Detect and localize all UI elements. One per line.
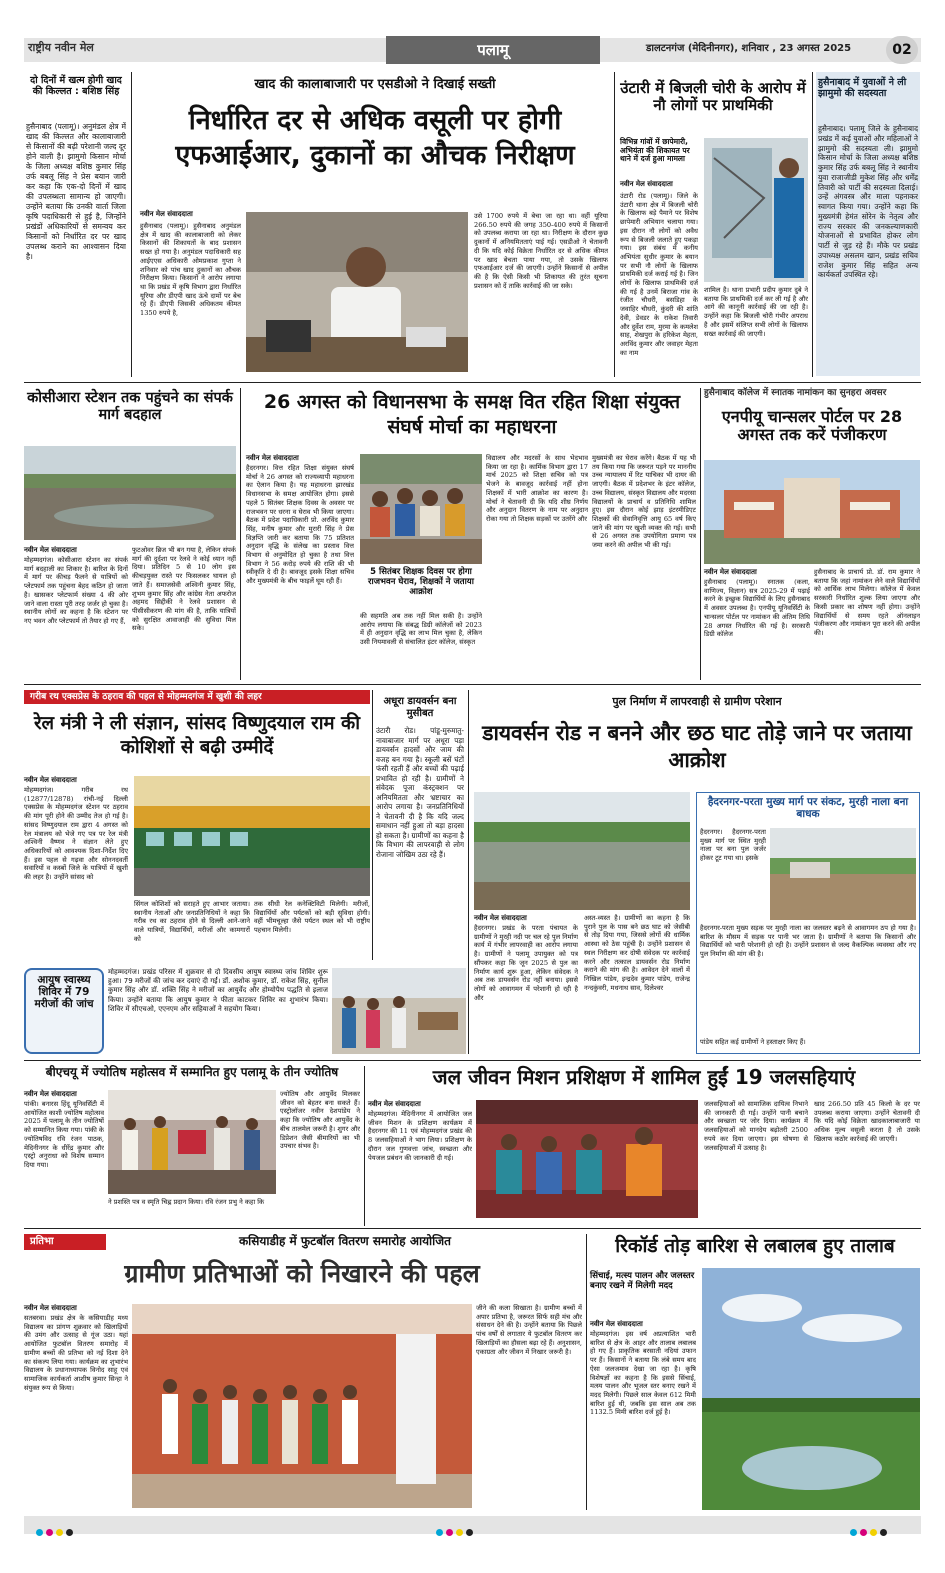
water-body-3: खाद 266.50 प्रति 45 किलो के दर पर उपलब्ध कराया जाएगा। उन्होंने चेतावनी दी कि यदि कोई विक्रेता खादकालाबाजारी या अधिक मूल्य वसूली करता है तो उसके खिलाफ कठोर कार्रवाई की जाएगी।	[814, 1100, 920, 1143]
left-col-divider	[131, 72, 132, 377]
kosi-body-2: फुटओवर ब्रिज भी बन गया है, लेकिन संपर्क मार्ग की दुर्दशा पर रेलवे ने कोई ध्यान नहीं दिया। प्रतिदिन 5 से 10 लोग इस कीचड़युक्त रास्ते पर फिसलकर घायल हो जाते हैं। समाजसेवी अश्विनी कुमार सिंह, शुभम कुमार सिंह और कांग्रेस नेता अफरोज अहमद सिद्दीकी ने रेलवे प्रशासन से पीसीसीकरण की मांग की है, ताकि यात्रियों को सुरक्षित आवाजाही की सुविधा मिल सके।	[132, 546, 236, 633]
kosi-photo	[24, 446, 236, 540]
edu-divider	[700, 388, 701, 680]
div-body: उंटारी रोड। पांडू-मुरुमातु-नावाबाजार मार्ग पर अधूरा पड़ा डायवर्सन हादसों और जाम की वजह बन गया है। स्कूली बसें घंटों फंसी रहती हैं और बच्चों की पढ़ाई प्रभावित हो रही है। ग्रामीणों ने संवेदक पूजा कंस्ट्रक्शन पर अनियमितता और भ्रष्टाचार का आरोप लगाया है। जनप्रतिनिधियों ने चेतावनी दी है कि यदि जल्द समाधान नहीं हुआ तो बड़ा हादसा हो सकता है। ग्रामीणों का कहना है कि विभाग की लापरवाही से लोग रोजाना जोखिम उठा रहे हैं।	[376, 726, 464, 859]
theft-body-1: उंटारी रोड (पलामू)। जिले के उंटारी थाना क्षेत्र में बिजली चोरी के खिलाफ बड़े पैमाने पर विशेष छापेमारी अभियान चलाया गया। इस दौरान नौ लोगों को अवैध रूप से बिजली जलाते हुए पकड़ा गया। इस संबंध में कनीय अभियंता सुधीर कुमार के बयान पर सभी नौ लोगों के खिलाफ प्राथमिकी दर्ज कराई गई है। जिन लोगों के खिलाफ प्राथमिकी दर्ज की गई है उनमें बिराजा गांव के रंजीत चौधरी, बसडिहा के जवाहिर चौधरी, कुंदरी की शांति देवी, डेवडर के राकेश तिवारी और दुर्वेश राम, मुरमा के कमलेश साह, शेखपुरा के हरिकेश मेहता, अरविंद कुमार और जवाहर मेहता का नाम	[620, 192, 698, 357]
bridge-box-title: हैदरनगर-परता मुख्य मार्ग पर संकट, मुरही नाला बना बाधक	[707, 796, 909, 821]
kosi-headline: कोसीआरा स्टेशन तक पहुंचने का संपर्क मार्ग बदहाल	[27, 390, 233, 423]
camp-body: मोहम्मदगंज। प्रखंड परिसर में शुक्रवार से दो दिवसीय आयुष स्वास्थ्य जांच शिविर शुरू हुआ। 79 मरीजों की जांच कर दवाएं दी गईं। डॉ. अशोक कुमार, डॉ. राकेश सिंह, सुनील कुमार सिंह और डॉ. शक्ति सिंह ने मरीजों का आयुर्वेद और होम्योपैथ पद्धति से इलाज किया। उन्होंने बताया कि आयुष कुमार ने फीता काटकर शिविर का शुभारंभ किया। शिविर में सीएचओ, एएनएम और सहियाओं ने सहयोग किया।	[108, 968, 328, 1013]
sports-kicker: कसियाडीह में फुटबॉल वितरण समारोह आयोजित	[238, 1234, 452, 1248]
water-headline: जल जीवन मिशन प्रशिक्षण में शामिल हुईं 19 जलसहियाएं	[432, 1065, 856, 1089]
rain-photo	[702, 1268, 920, 1510]
rail-divider	[372, 690, 373, 960]
bridge-body-2: अस्त-व्यस्त है। ग्रामीणों का कहना है कि पुराने पुल के पास बने छठ घाट को जेसीबी से तोड़ दिया गया, जिससे लोगों की धार्मिक आस्था को ठेस पहुंची है। उन्होंने प्रशासन से स्थल निरीक्षण कर दोषी संवेदक पर कार्रवाई करने और तत्काल डायवर्सन रोड निर्माण कराने की मांग की है। आवेदन देने वालों में निखिल पांडेय, इन्द्रदेव कुमार पांडेय, राजेन्द्र नन्दकुंवरी, मधनाथ साव, दिलेश्वर	[584, 914, 690, 992]
footer-color-marks-left	[36, 1521, 116, 1529]
bridge-body-1: हैदरनगर। प्रखंड के परता पंचायत के ग्रामीणों ने मुरही नदी पर चल रहे पुल निर्माण कार्य में गंभीर लापरवाही का आरोप लगाया है। ग्रामीणों ने पलामू उपायुक्त को पत्र सौंपकर कहा कि जून 2025 से पुल का निर्माण कार्य शुरू हुआ, लेकिन संवेदक ने अब तक डायवर्सन रोड नहीं बनाया। इससे लोगों को आवागमन में परेशानी हो रही है और	[474, 924, 578, 1002]
rail-photo	[134, 776, 370, 896]
left-headline: दो दिनों में खत्म होगी खाद की किल्लत : बशिष्ठ सिंह	[30, 75, 122, 97]
theft-headline: उंटारी में बिजली चोरी के आरोप में नौ लोगों पर प्राथमिकी	[620, 79, 806, 115]
rain-headline: रिकॉर्ड तोड़ बारिश से लबालब हुए तालाब	[615, 1235, 895, 1257]
sports-tag: प्रतिभा	[24, 1234, 106, 1250]
row1-rule	[24, 382, 921, 383]
lead-kicker: खाद की कालाबाजारी पर एसडीओ ने दिखाई सख्ती	[254, 77, 496, 92]
row2-rule	[24, 684, 921, 685]
kosi-body-1: मोहम्मदगंज। कोसीआरा स्टेशन का संपर्क मार्ग बदहाली का शिकार है। बारिश के दिनों में मार्ग पर कीचड़ फैलने से यात्रियों को प्लेटफार्म तक पहुंचना बेहद कठिन हो जाता है। खासकर प्लेटफार्म संख्या 4 की ओर जाने वाला रास्ता पूरी तरह जर्जर हो चुका है। स्थानीय लोगों का कहना है कि स्टेशन पर नए भवन और प्लेटफार्म तो तैयार हो गए हैं,	[24, 556, 128, 625]
rain-sub: सिंचाई, मत्स्य पालन और जलस्तर बनाए रखने में मिलेगी मदद	[590, 1271, 695, 1291]
jmm-headline: हुसैनाबाद में युवाओं ने ली झामुमो की सदस्यता	[818, 77, 907, 99]
theft-byline: नवीन मेल संवाददाता	[620, 180, 673, 188]
rail-body-1: मोहम्मदगंज। गरीब रथ (12877/12878) रांची-नई दिल्ली एक्सप्रेस के मोहम्मदगंज स्टेशन पर ठहराव की मांग पूरी होने की उम्मीद तेज हो गई है। सांसद विष्णुदयाल राम द्वारा 4 अगस्त को रेल मंत्रालय को भेजे गए पत्र पर रेल मंत्री अश्विनी वैष्णव ने संज्ञान लेते हुए अधिकारियों को आवश्यक दिशा-निर्देश दिए हैं। इस पहल से गढ़वा और सोननदवर्ती सवारियों व कस्बों जिले के यात्रियों में खुशी की लहर है। उन्होंने सांसद को	[24, 786, 128, 882]
edu-body-4: मुख्यमंत्री का घेराव करेंगे। बैठक में यह भी तय किया गया कि जरूरत पड़ने पर माननीय उच्च न्यायालय में रिट याचिका भी दायर की जाएगी। बैठक में प्रदेशभर के इंटर कॉलेज, उच्च विद्यालय, संस्कृत विद्यालय और मदरसा विद्यालयों के प्राचार्य व प्रतिनिधि शामिल हुए। इस दौरान कोई झाड़ इंटरमीडिएट शिक्षकों की सेवानिवृत्ति आयु 65 वर्ष किए जाने की मांग पर खुशी व्यक्त की गई। सभी से 26 अगस्त तक उपयोगिता प्रमाण पत्र जमा करने की अपील भी की गई।	[592, 454, 696, 550]
astro-caption: ने प्रशस्ति पत्र व स्मृति चिह्न प्रदान किया। रवि रंजन प्रभु ने कहा कि	[108, 1198, 265, 1206]
astro-headline: बीएचयू में ज्योतिष महोत्सव में सम्मानित हुए पलामू के तीन ज्योतिष	[45, 1065, 339, 1079]
footer-color-marks-right	[850, 1521, 930, 1529]
sports-photo	[132, 1304, 472, 1508]
water-photo	[476, 1100, 698, 1218]
div-divider	[468, 690, 469, 1054]
sports-headline: ग्रामीण प्रतिभाओं को निखारने की पहल	[124, 1259, 480, 1288]
lead-divider	[614, 72, 615, 377]
water-body-1: मोहम्मदगंज। मेदिनीनगर में आयोजित जल जीवन मिशन के प्रशिक्षण कार्यक्रम में हैदरनगर की 11 एवं मोहम्मदगंज प्रखंड की 8 जलसहियाओं ने भाग लिया। प्रशिक्षण के दौरान जल गुणवत्ता जांच, स्वच्छता और पेयजल प्रबंधन की जानकारी दी गई।	[368, 1110, 472, 1162]
sports-body-1: सतबरवा। प्रखंड क्षेत्र के कसियाडीह मध्य विद्यालय का प्रांगण शुक्रवार को खिलाड़ियों की उमंग और उत्साह से गूंज उठा। यहां आयोजित फुटबॉल वितरण समारोह में ग्रामीण बच्चों की प्रतिभा को नई दिशा देने का संकल्प लिया गया। कार्यक्रम का शुभारंभ विद्यालय के प्रधानाध्यापक विनोद साहू एवं सामाजिक कार्यकर्ता आशीष कुमार सिन्हा ने संयुक्त रूप से किया।	[24, 1314, 128, 1392]
npu-body-1: हुसैनाबाद (पलामू)। स्नातक (कला, वाणिज्य, विज्ञान) सत्र 2025-29 में पढ़ाई करने के इच्छुक विद्यार्थियों के लिए हुसैनाबाद में अवसर उपलब्ध है। एनपीयू यूनिवर्सिटी के चान्सलर पोर्टल पर नामांकन की अंतिम तिथि 28 अगस्त निर्धारित की गई है। सरकारी डिग्री कॉलेज	[704, 578, 810, 639]
rail-byline: नवीन मेल संवाददाता	[24, 776, 77, 784]
lead-body-2: उसे 1700 रुपये में बेचा जा रहा था। वहीं यूरिया 266.50 रुपये की जगह 350-400 रुपये में किसानों को उपलब्ध कराया जा रहा था। निरीक्षण के दौरान कुछ दुकानों में अनियमितताएं पाई गई। एसडीओ ने चेतावनी दी कि यदि कोई विक्रेता निर्धारित दर से अधिक कीमत पर खाद बेचता पाया गया, तो उसके खिलाफ एफआईआर दर्ज की जाएगी। उन्होंने किसानों से अपील की है कि ऐसी किसी भी शिकायत की तुरंत सूचना प्रशासन को दें ताकि कार्रवाई की जा सके।	[474, 212, 608, 290]
astro-body-1: पांकी। बनारस हिंदू यूनिवर्सिटी में आयोजित काशी ज्योतिष महोत्सव 2025 में पलामू के तीन ज्योतिषों को सम्मानित किया गया। पांकी के ज्योतिषविद रवि रंजन पाठक, मेदिनीनगर के धीरेंद्र कुमार और एस्ट्रो अनुराधा को विशेष सम्मान दिया गया।	[24, 1100, 104, 1169]
rain-body: मोहम्मदगंज। इस वर्ष अप्रत्याशित भारी बारिश से क्षेत्र के आहर और तालाब लबालब हो गए हैं। प्राकृतिक बरसाती नदियां उफान पर हैं। किसानों ने बताया कि लंबे समय बाद ऐसा जलजमाव देखा जा रहा है। कृषि विशेषज्ञों का कहना है कि इससे सिंचाई, मत्स्य पालन और भूजल स्तर बनाए रखने में मदद मिलेगी। पिछले साल केवल 612 मिमी बारिश हुई थी, जबकि इस साल अब तक 1132.5 मिमी बारिश दर्ज हुई है।	[590, 1330, 696, 1417]
lead-body-1: हुसैनाबाद (पलामू)। हुसैनाबाद अनुमंडल क्षेत्र में खाद की कालाबाजारी को लेकर किसानों की शिकायतों के बाद प्रशासन सख्त हो गया है। अनुमंडल पदाधिकारी सह आईएएस अधिकारी ओमप्रकाश गुप्ता ने शनिवार को पांच खाद दुकानों का औचक निरीक्षण किया। किसानों ने आरोप लगाया था कि प्रखंड में कृषि विभाग द्वारा निर्धारित यूरिया और डीएपी खाद ऊंचे दामों पर बेच रहे हैं। डीएपी जिसकी अधिकतम कीमत 1350 रुपये है,	[140, 222, 241, 318]
rail-body-2: सिंगल कोशिशों को सराहते हुए आभार जताया। स्थानीय नेताओं और जनप्रतिनिधियों ने कहा कि गरीब रथ का ठहराव होने से दिल्ली आने-जाने वाले यात्रियों, विद्यार्थियों, मरीजों और कामगारों को	[134, 900, 250, 943]
brand-name: राष्ट्रीय नवीन मेल	[28, 41, 94, 54]
bridge-box-photo	[770, 828, 916, 920]
row3-rule	[24, 1060, 921, 1061]
rail-redbar: गरीब रथ एक्सप्रेस के ठहराव की पहल से मोहम्मदगंज में खुशी की लहर	[24, 690, 370, 704]
npu-headline: एनपीयू चान्सलर पोर्टल पर 28 अगस्त तक करें पंजीकरण	[721, 407, 903, 445]
section-label: पलामू	[386, 36, 600, 64]
rain-byline: नवीन मेल संवाददाता	[590, 1320, 643, 1328]
theft-sub: विभिन्न गांवों में छापेमारी, अभियंता की शिकायत पर थाने में दर्ज हुआ मामला	[620, 137, 690, 164]
sports-body-2: जीने की कला सिखाता है। ग्रामीण बच्चों में अपार प्रतिभा है, जरूरत सिर्फ सही मंच और संसाधन देने की है। उन्होंने बताया कि पिछले पांच वर्षों से लगातार ये फुटबॉल वितरण कर खिलाड़ियों का हौसला बढ़ा रहे हैं। अनुशासन, एकाग्रता और जीवन में निखार जरूरी है।	[476, 1304, 582, 1356]
lead-byline: नवीन मेल संवाददाता	[140, 210, 193, 218]
edu-photo	[360, 454, 482, 564]
npu-byline: नवीन मेल संवाददाता	[704, 568, 757, 576]
rail-headline: रेल मंत्री ने ली संज्ञान, सांसद विष्णुदयाल राम की कोशिशों से बढ़ी उम्मीदें	[33, 713, 361, 759]
edu-byline: नवीन मेल संवाददाता	[246, 454, 299, 462]
edu-body-2: की सहमति अब तक नहीं मिल सकी है। उन्होंने आरोप लगाया कि संबद्ध डिग्री कॉलेजों को 2023 में ही अनुदान वृद्धि का लाभ मिल चुका है, लेकिन उसी नियमावली से संचालित इंटर कॉलेज, संस्कृत	[360, 612, 482, 647]
npu-photo	[704, 460, 920, 564]
npu-body-2: हुसैनाबाद के प्राचार्य प्रो. डॉ. राम कुमार ने बताया कि जहां नामांकन लेने वाले विद्यार्थियों को आर्थिक लाभ मिलेगा। कॉलेज में केवल सरकारी निर्धारित शुल्क लिया जाएगा और किसी प्रकार का शोषण नहीं होगा। उन्होंने विद्यार्थियों से समय रहते ऑनलाइन पंजीकरण और नामांकन पूरा करने की अपील की।	[814, 568, 920, 637]
astro-body-2: ज्योतिष और आयुर्वेद मिलकर जीवन को बेहतर बना सकते हैं। एस्ट्रोलॉजर नवीन देशपांडेय ने कहा कि ज्योतिष और आयुर्वेद के बीच तालमेल जरूरी है। शुगर और डिप्रेशन जैसी बीमारियों का भी उपचार संभव है।	[280, 1090, 360, 1151]
lead-photo	[246, 212, 468, 372]
bridge-kicker: पुल निर्माण में लापरवाही से ग्रामीण परेशान	[612, 695, 782, 708]
bridge-box-body-2: हैदरनगर-परता मुख्य सड़क पर मुरही नाला का जलस्तर बढ़ने से आवागमन ठप हो गया है। बारिश के मौसम में सड़क पर पानी भर जाता है। ग्रामीणों ने बताया कि किसानों और विद्यार्थियों को भारी परेशानी हो रही है। उन्होंने प्रशासन से जल्द वैकल्पिक व्यवस्था और नए पुल निर्माण की मांग की है।	[700, 924, 916, 959]
sports-divider	[586, 1234, 587, 1510]
dateline: डालटनगंज (मेदिनीनगर), शनिवार , 23 अगस्त 2025	[646, 43, 852, 54]
npu-kicker: हुसैनाबाद कॉलेज में स्नातक नामांकन का सुनहरा अवसर	[704, 388, 887, 398]
astro-byline: नवीन मेल संवाददाता	[24, 1090, 77, 1098]
rail-body-3: तक सीधी रेल कनेक्टिविटी मिलेगी। मरीजों, विद्यार्थियों और पर्यटकों को बड़ी सुविधा होगी। वहीं भीमचूल्हा जैसे पर्यटन स्थल को भी राष्ट्रीय पहचान मिलेगी।	[254, 900, 370, 935]
lead-headline: निर्धारित दर से अधिक वसूली पर होगी एफआईआर, दुकानों का औचक निरीक्षण	[175, 105, 575, 171]
theft-body-2: शामिल है। थाना प्रभारी प्रदीप कुमार दुबे ने बताया कि प्राथमिकी दर्ज कर ली गई है और आगे की कानूनी कार्रवाई की जा रही है। उन्होंने कहा कि बिजली चोरी गंभीर अपराध है और इसमें संलिप्त सभी लोगों के खिलाफ सख्त कार्रवाई की जाएगी।	[704, 286, 808, 338]
theft-photo	[704, 138, 808, 282]
water-byline: नवीन मेल संवाददाता	[368, 1100, 421, 1108]
bridge-box-tail: पांडेय सहित कई ग्रामीणों ने हस्ताक्षर किए हैं।	[700, 1038, 806, 1046]
bridge-byline: नवीन मेल संवाददाता	[474, 914, 527, 922]
edu-body-3: विद्यालय और मदरसों के साथ भेदभाव किया जा रहा है। कार्मिक विभाग द्वारा 17 मार्च 2025 को शिक्षा सचिव को पत्र भेजने के बावजूद कार्रवाई नहीं होना शिक्षकों में भारी आक्रोश का कारण है। मोर्चा ने चेतावनी दी कि यदि शीघ्र निर्णय और अनुदान वितरण के नाम पर अनुदान रोका गया तो शिक्षक सड़कों पर उतरेंगे और	[486, 454, 588, 523]
kosi-divider	[240, 388, 241, 680]
edu-headline: 26 अगस्त को विधानसभा के समक्ष वित रहित शिक्षा संयुक्त संघर्ष मोर्चा का महाधरना	[263, 391, 681, 439]
edu-caption: 5 सितंबर शिक्षक दिवस पर होगा राजभवन घेराव, शिक्षकों ने जताया आक्रोश	[368, 567, 474, 597]
bridge-photo	[474, 792, 690, 910]
camp-label: आयुष स्वास्थ्य शिविर में 79 मरीजों की जांच	[34, 974, 94, 1011]
astro-photo	[108, 1090, 276, 1194]
edu-body-1: हैदरनगर। वित्त रहित शिक्षा संयुक्त संघर्ष मोर्चा ने 26 अगस्त को राज्यव्यापी महाधरना का ऐलान किया है। यह महाधरना झारखंड विधानसभा के समक्ष आयोजित होगा। इससे पहले 5 सितंबर शिक्षक दिवस के अवसर पर राजभवन पर धरना व घेराव भी किया जाएगा। बैठक में प्रदेश पदाधिकारी प्रो. अरविंद कुमार सिंह, मनीष कुमार और मुरारी सिंह ने प्रेस विज्ञप्ति जारी कर बताया कि 75 प्रतिशत अनुदान वृद्धि के संलेख का प्रस्ताव वित्त विभाग से अनुमोदित हो चुका है तथा वित्त विभाग ने 56 करोड़ रुपये की राशि की भी स्वीकृति दे दी है। बावजूद इसके शिक्षा सचिव और मुख्यमंत्री के बीच फाइलें घूम रही हैं।	[246, 464, 354, 586]
theft-divider	[812, 72, 813, 377]
camp-photo	[332, 968, 466, 1054]
kosi-byline: नवीन मेल संवाददाता	[24, 546, 77, 554]
div-headline: अधूरा डायवर्सन बना मुसीबत	[383, 696, 457, 719]
jmm-body: हुसैनाबाद। पलामू जिले के हुसैनाबाद प्रखंड में कई युवाओं और महिलाओं ने झामुमो की सदस्यता ली। झामुमो किसान मोर्चा के जिला अध्यक्ष बशिष्ठ कुमार सिंह उर्फ बबलू सिंह ने स्थानीय युवा राजाजीडी मुकेश सिंह और धर्मेंद्र तिवारी को पार्टी की सदस्यता दिलाई। उन्हें अंगवस्त्र और माला पहनाकर स्वागत किया गया। उन्होंने कहा कि मुख्यमंत्री हेमंत सोरेन के नेतृत्व और राज्य सरकार की जनकल्याणकारी योजनाओं से प्रभावित होकर लोग पार्टी से जुड़ रहे हैं। मौके पर प्रखंड उपाध्यक्ष असलम खान, प्रखंड सचिव राजेश कुमार सिंह सहित अन्य कार्यकर्ता उपस्थित रहे।	[818, 124, 918, 280]
bridge-box-body-1: हैदरनगर। हैदरनगर-परता मुख्य मार्ग पर स्थित मुरही नाला पर बना पुल जर्जर होकर टूट गया था। इसके	[700, 828, 766, 863]
footer-color-marks-center	[436, 1521, 516, 1529]
astro-divider	[364, 1066, 365, 1226]
page-number: 02	[886, 36, 918, 64]
bridge-headline: डायवर्सन रोड न बनने और छठ घाट तोड़े जाने पर जताया आक्रोश	[482, 721, 912, 772]
row4-rule	[24, 1228, 921, 1229]
water-body-2: जलसहियाओं को सामाजिक दायित्व निभाने की जानकारी दी गई। उन्होंने पानी बचाने और स्वच्छता पर जोर दिया। कार्यक्रम में जलसहियाओं को मानदेय बढ़ोतरी 2500 रुपये कर दिया जाएगा। इस घोषणा से जलसहियाओं में उत्साह है।	[704, 1100, 808, 1152]
masthead	[24, 36, 921, 64]
left-body: हुसैनाबाद (पलामू)। अनुमंडल क्षेत्र में खाद की किल्लत और कालाबाजारी से किसानों की बढ़ी परेशानी जल्द दूर होने वाली है। झामुमो किसान मोर्चा के जिला अध्यक्ष बशिष्ठ कुमार सिंह उर्फ बबलू सिंह ने प्रेस बयान जारी कर कहा कि एक-दो दिनों में खाद की उपलब्धता सामान्य हो जाएगी। उन्होंने बताया कि उनकी वार्ता जिला कृषि पदाधिकारी से हुई है, जिन्होंने प्रखंडों अधिकारियों से समन्वय कर किसानों को निर्धारित दर पर खाद उपलब्ध कराने का आश्वासन दिया है।	[26, 122, 126, 262]
sports-byline: नवीन मेल संवाददाता	[24, 1304, 77, 1312]
